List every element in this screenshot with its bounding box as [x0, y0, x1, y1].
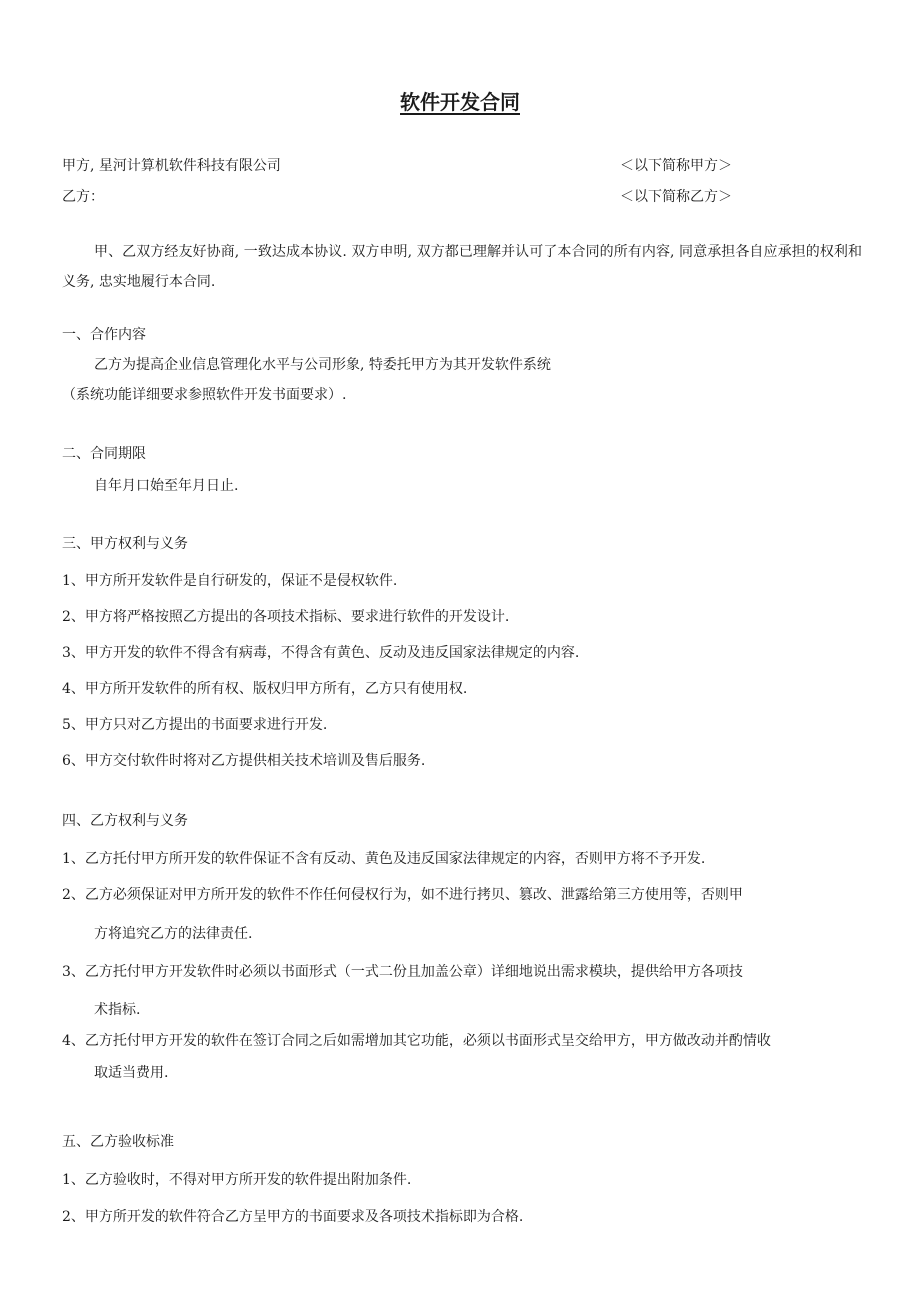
- section-4-item-4: 4、乙方托付甲方开发的软件在签订合同之后如需增加其它功能，必须以书面形式呈交给甲方，甲方做改动并酌情收: [62, 1033, 771, 1049]
- section-4-item-3-continued: 术指标.: [94, 1002, 141, 1018]
- section-1-heading: 一、合作内容: [62, 327, 146, 343]
- section-3-heading: 三、甲方权利与义务: [62, 536, 188, 552]
- section-4-heading: 四、乙方权利与义务: [62, 813, 188, 829]
- intro-paragraph: 甲、乙双方经友好协商, 一致达成本协议. 双方申明, 双方都已理解并认可了本合同的所有内容, 同意承担各自应承担的权利和义务, 忠实地履行本合同.: [62, 244, 862, 290]
- party-a-note: ＜以下简称甲方＞: [620, 158, 732, 174]
- page-title: 软件开发合同: [400, 90, 520, 114]
- section-1-line-1: 乙方为提高企业信息管理化水平与公司形象, 特委托甲方为其开发软件系统: [94, 357, 551, 373]
- section-2-heading: 二、合同期限: [62, 446, 146, 462]
- section-1-line-2: （系统功能详细要求参照软件开发书面要求）.: [62, 387, 347, 403]
- section-3-item-6: 6、甲方交付软件时将对乙方提供相关技术培训及售后服务.: [62, 753, 426, 769]
- party-a-label: 甲方, 星河计算机软件科技有限公司: [62, 158, 281, 174]
- section-4-item-4-continued: 取适当费用.: [94, 1065, 169, 1081]
- section-4-item-1: 1、乙方托付甲方所开发的软件保证不含有反动、黄色及违反国家法律规定的内容，否则甲方将不予开发.: [62, 851, 706, 867]
- section-4-item-3: 3、乙方托付甲方开发软件时必须以书面形式（一式二份且加盖公章）详细地说出需求模块，提供给甲方各项技: [62, 964, 743, 980]
- section-3-item-4: 4、甲方所开发软件的所有权、版权归甲方所有，乙方只有使用权.: [62, 681, 468, 697]
- section-4-item-2-continued: 方将追究乙方的法律责任.: [94, 926, 253, 942]
- section-5-item-2: 2、甲方所开发的软件符合乙方呈甲方的书面要求及各项技术指标即为合格.: [62, 1209, 524, 1225]
- party-b-note: ＜以下简称乙方＞: [620, 189, 732, 205]
- section-3-item-1: 1、甲方所开发软件是自行研发的，保证不是侵权软件.: [62, 573, 398, 589]
- section-3-item-5: 5、甲方只对乙方提出的书面要求进行开发.: [62, 717, 328, 733]
- section-3-item-2: 2、甲方将严格按照乙方提出的各项技术指标、要求进行软件的开发设计.: [62, 609, 510, 625]
- section-2-line-1: 自年月口始至年月日止.: [94, 478, 239, 494]
- section-5-item-1: 1、乙方验收时，不得对甲方所开发的软件提出附加条件.: [62, 1172, 412, 1188]
- section-5-heading: 五、乙方验收标准: [62, 1134, 174, 1150]
- section-3-item-3: 3、甲方开发的软件不得含有病毒，不得含有黄色、反动及违反国家法律规定的内容.: [62, 645, 580, 661]
- party-b-label: 乙方：: [62, 189, 104, 205]
- section-4-item-2: 2、乙方必须保证对甲方所开发的软件不作任何侵权行为，如不进行拷贝、篡改、泄露给第三方使用等，否则甲: [62, 887, 743, 903]
